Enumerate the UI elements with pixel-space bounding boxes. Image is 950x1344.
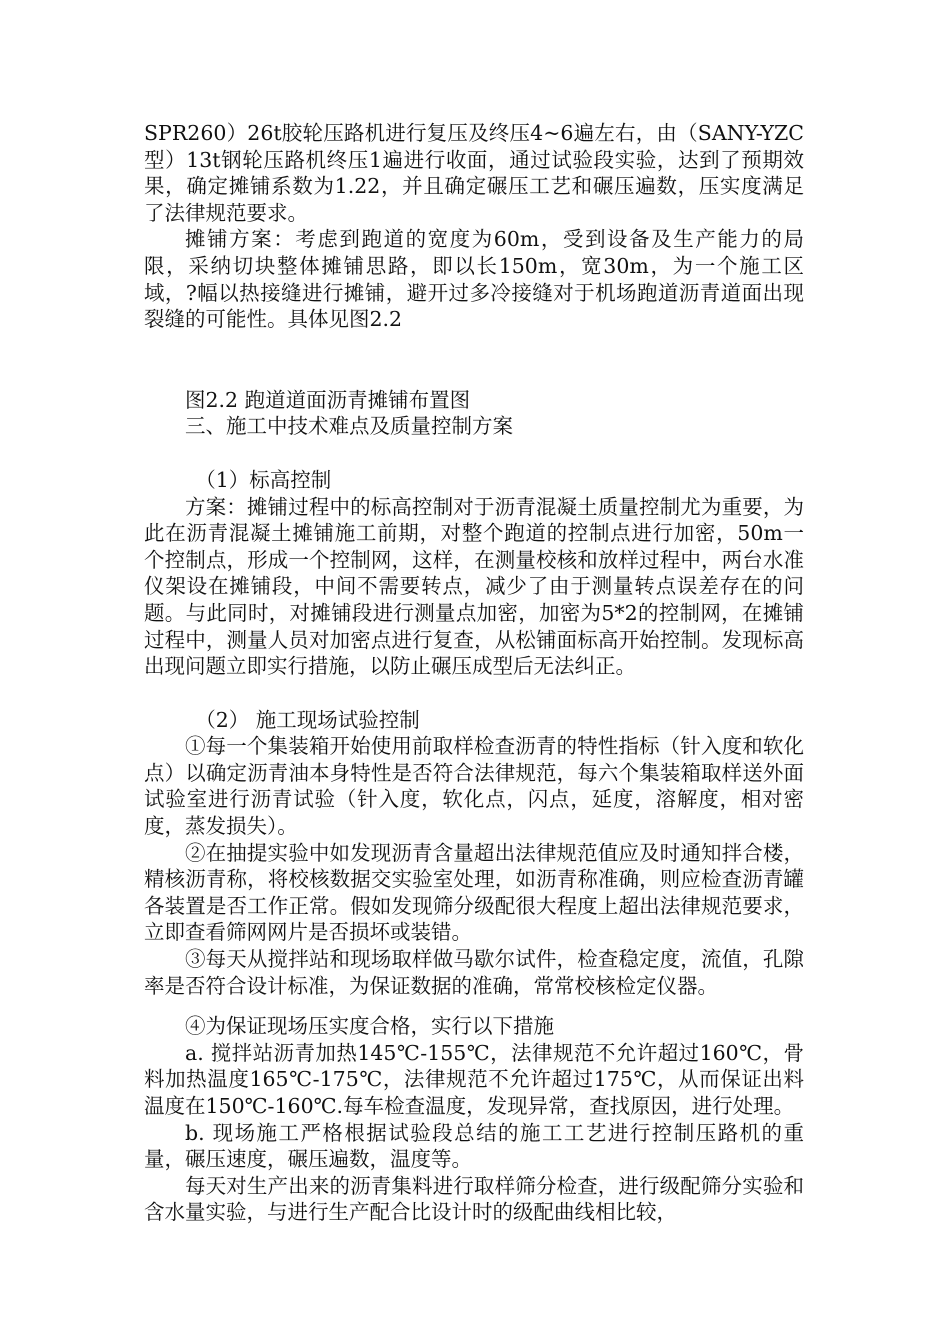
subsection-heading-site-testing: （2） 施工现场试验控制 (195, 707, 420, 732)
paragraph-compaction: SPR260）26t胶轮压路机进行复压及终压4~6遍左右，由（SANY-YZC型）13t钢轮压路机终压1遍进行收面，通过试验段实验，达到了预期效果，确定摊铺系数为1.22，并且确定碾压工艺和碾压遍数，压实度满足了法律规范要求。 (144, 121, 804, 225)
spacer (144, 999, 804, 1013)
paragraph-test-item-2: ②在抽提实验中如发现沥青含量超出法律规范值应及时通知拌合楼，精核沥青称，将校核数据交实验室处理，如沥青称准确，则应检查沥青罐各装置是否工作正常。假如发现筛分级配很大程度上超出法律规范要求，立即查看筛网网片是否损坏或装错。 (144, 840, 804, 945)
paragraph-test-item-3: ③每天从搅拌站和现场取样做马歇尔试件，检查稳定度，流值，孔隙率是否符合设计标准，为保证数据的准确，常常校核检定仪器。 (144, 947, 804, 998)
paragraph-test-item-4: ④为保证现场压实度合格，实行以下措施 (185, 1014, 554, 1039)
document-page (144, 120, 804, 1226)
subsection-heading-elevation: （1）标高控制 (195, 467, 332, 492)
paragraph-elevation-control: 方案：摊铺过程中的标高控制对于沥青混凝土质量控制尤为重要，为此在沥青混凝土摊铺施工前期，对整个跑道的控制点进行加密，50m一个控制点，形成一个控制网，这样，在测量校核和放样过程中，两台水准仪架设在摊铺段，中间不需要转点，减少了由于测量转点误差存在的问题。与此同时，对摊铺段进行测量点加密，加密为5*2的控制网，在摊铺过程中，测量人员对加密点进行复查，从松铺面标高开始控制。发现标高出现问题立即实行措施，以防止碾压成型后无法纠正。 (144, 494, 804, 679)
paragraph-measure-a: a. 搅拌站沥青加热145℃-155℃，法律规范不允许超过160℃，骨料加热温度165℃-175℃，法律规范不允许超过175℃，从而保证出料温度在150℃-160℃.每车检查温度，发现异常，查找原因，进行处理。 (144, 1040, 804, 1118)
paragraph-paving-plan: 摊铺方案：考虑到跑道的宽度为60m，受到设备及生产能力的局限，采纳切块整体摊铺思路，即以长150m，宽30m，为一个施工区域，?幅以热接缝进行摊铺，避开过多冷接缝对于机场跑道沥青道面出现裂缝的可能性。具体见图2.2 (144, 227, 804, 332)
paragraph-test-item-1: ①每一个集装箱开始使用前取样检查沥青的特性指标（针入度和软化点）以确定沥青油本身特性是否符合法律规范，每六个集装箱取样送外面试验室进行沥青试验（针入度，软化点，闪点，延度，溶解度，相对密度，蒸发损失）。 (144, 734, 804, 839)
spacer (144, 440, 804, 467)
figure-caption: 图2.2 跑道道面沥青摊铺布置图 (185, 387, 471, 412)
section-heading: 三、施工中技术难点及质量控制方案 (185, 414, 513, 439)
spacer (144, 680, 804, 707)
paragraph-daily-sampling: 每天对生产出来的沥青集料进行取样筛分检查，进行级配筛分实验和含水量实验，与进行生产配合比设计时的级配曲线相比较， (144, 1173, 804, 1225)
figure-placeholder (144, 333, 804, 387)
paragraph-measure-b: b. 现场施工严格根据试验段总结的施工工艺进行控制压路机的重量，碾压速度，碾压遍数，温度等。 (144, 1120, 804, 1172)
